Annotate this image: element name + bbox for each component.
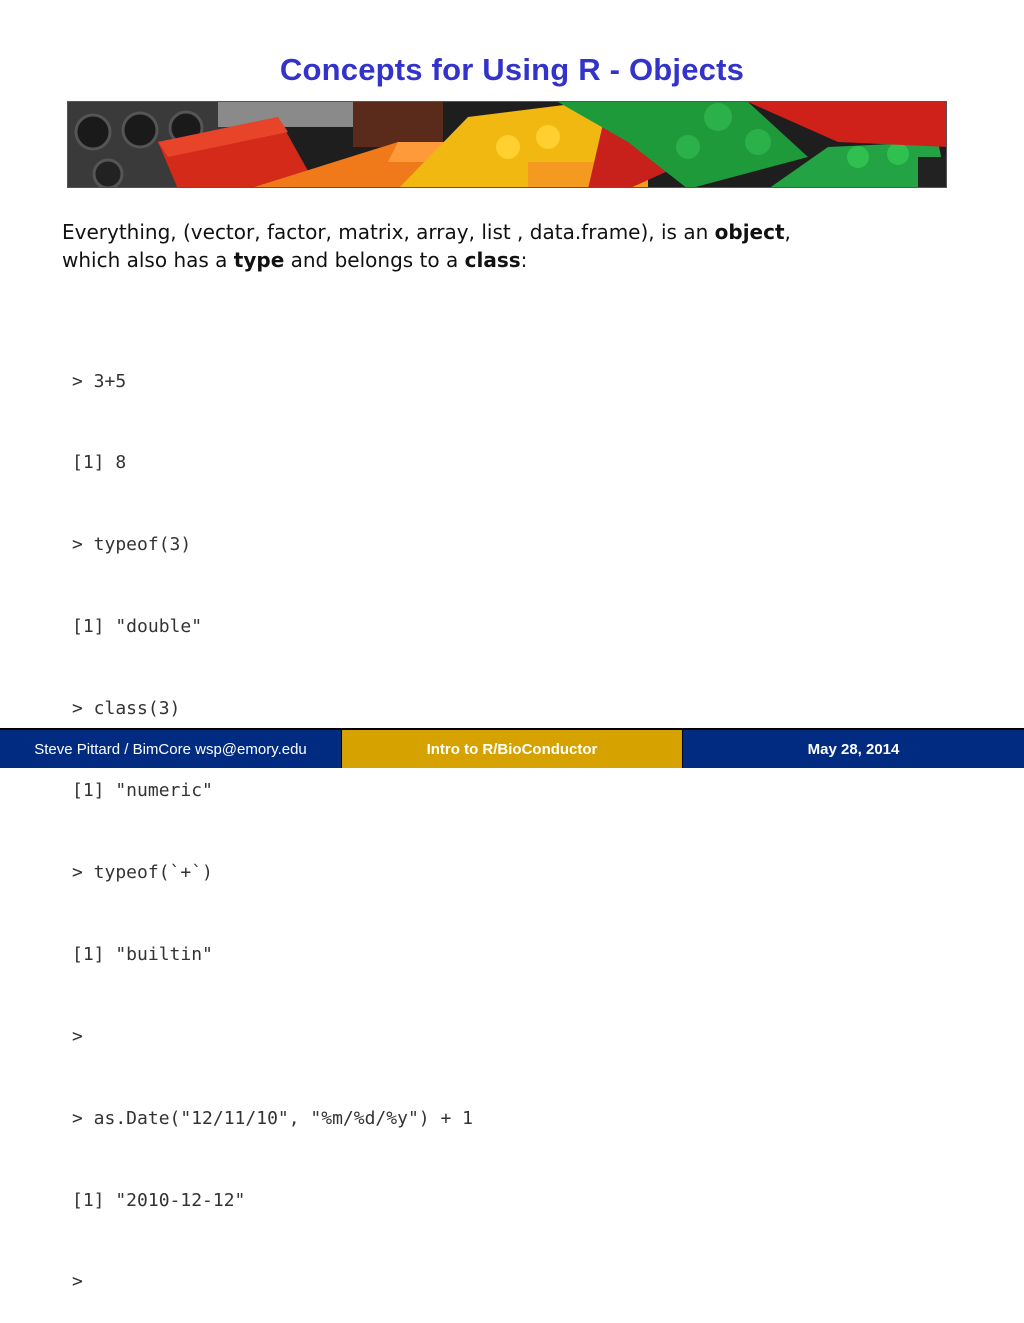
code-line: > typeof(`+`) [72,861,213,883]
footer-date: May 28, 2014 [683,730,1024,768]
footer-course-title: Intro to R/BioConductor [342,730,683,768]
intro-bold-object: object [714,220,785,244]
intro-text-1: Everything, (vector, factor, matrix, array, list , data.frame), is an [62,220,715,244]
intro-text-2: , [784,220,791,244]
code-line: [1] "numeric" [72,780,213,802]
slide-title: Concepts for Using R - Objects [279,52,745,87]
intro-text-3: which also has a [62,248,234,272]
code-line: > typeof(3) [72,534,192,556]
code-line: > [72,1271,83,1293]
r-console-code-block [72,313,473,1323]
code-line: > [72,1025,83,1047]
code-line: > class(3) [72,698,181,720]
intro-bold-type: type [233,248,285,272]
intro-text-4: and belongs to a [284,248,465,272]
slide-footer [0,728,1024,768]
intro-paragraph [62,218,962,274]
code-line: [1] "builtin" [72,943,213,965]
code-line: [1] "double" [72,616,203,638]
code-line: > as.Date("12/11/10", "%m/%d/%y") + 1 [72,1107,473,1129]
intro-text-5: : [520,248,528,272]
code-line: [1] "2010-12-12" [72,1189,246,1211]
footer-author: Steve Pittard / BimCore wsp@emory.edu [0,730,342,768]
code-line: > 3+5 [72,370,127,392]
lego-banner-image [67,101,947,188]
intro-bold-class: class [464,248,521,272]
code-line: [1] 8 [72,452,127,474]
